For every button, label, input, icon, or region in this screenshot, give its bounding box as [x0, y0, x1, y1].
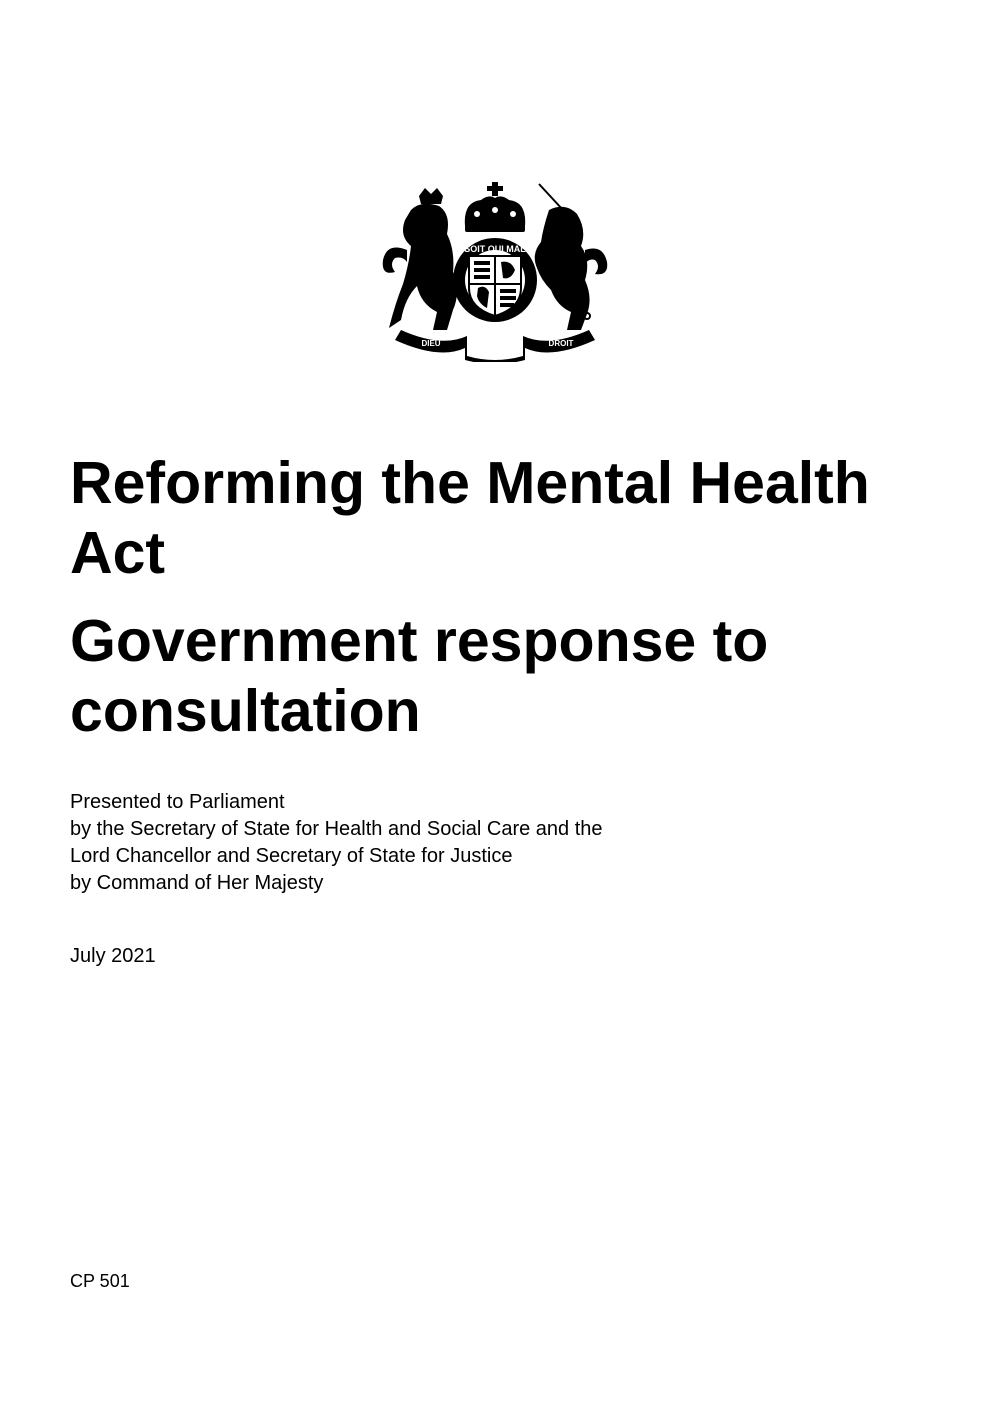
svg-text:DIEU: DIEU [421, 339, 441, 348]
svg-text:DROIT: DROIT [548, 339, 574, 348]
presented-line: Presented to Parliament [70, 791, 285, 813]
presented-line: Lord Chancellor and Secretary of State for Justice [70, 845, 513, 867]
svg-text:SOIT QUI MAL: SOIT QUI MAL [464, 244, 526, 254]
svg-text:ET MON: ET MON [479, 351, 511, 360]
title-block [70, 448, 950, 746]
command-paper-reference: CP 501 [70, 1271, 130, 1291]
publication-date: July 2021 [70, 945, 156, 967]
title-line-1: Reforming the Mental Health [70, 450, 870, 516]
presented-line: by the Secretary of State for Health and Social Care and the [70, 818, 603, 840]
subtitle-line-2: consultation [70, 678, 421, 744]
royal-coat-of-arms-icon [381, 180, 609, 362]
document-title [70, 448, 950, 588]
title-line-2: Act [70, 520, 166, 586]
subtitle-line-1: Government response to [70, 608, 769, 674]
presented-statement [70, 789, 603, 897]
document-subtitle [70, 606, 950, 746]
presented-line: by Command of Her Majesty [70, 872, 324, 894]
